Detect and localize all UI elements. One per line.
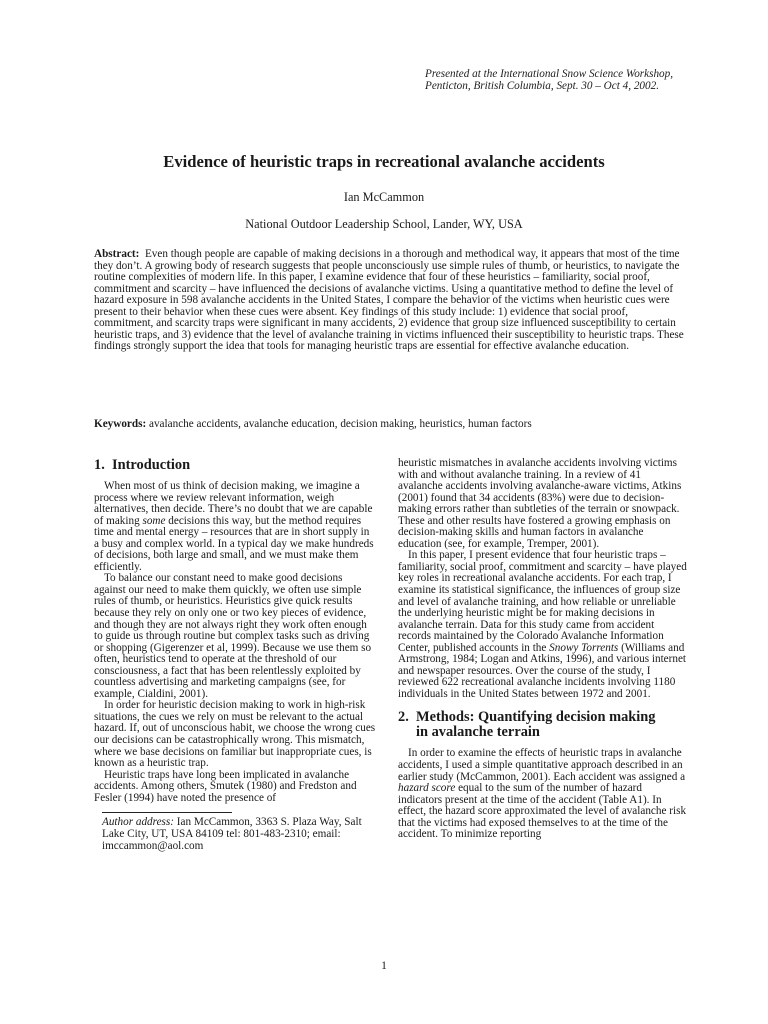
- footnote-text: Ian McCammon, 3363 S. Plaza Way, Salt Lake City, UT, USA 84109 tel: 801-483-2310; email: imccammon@aol.com: [102, 816, 362, 852]
- methods-paragraph-1: [398, 748, 688, 840]
- intro-paper-paragraph: [398, 550, 688, 700]
- text-run: equal to the sum of the number of hazard indicators present at the time of the accident (Table A1). In effect, the hazard score approximated the level of avalanche risk that the victims had exposed themselves to at the time of the accident. To minimize reporting: [398, 782, 687, 841]
- intro-paragraph-1: [94, 481, 376, 573]
- text-run: In this paper, I present evidence that four heuristic traps – familiarity, social proof, commitment and scarcity – have played key roles in recreational avalanche accidents. For each trap, I examine its statistical significance, the influences of group size and level of avalanche training, and how reliable or unreliable the underlying heuristic might be for making decisions in avalanche terrain. Data for this study came from accident records maintained by the Colorado Avalanche Information Center, published accounts in the: [398, 549, 687, 654]
- paper-title: Evidence of heuristic traps in recreational avalanche accidents: [163, 152, 605, 171]
- intro-paragraph-2: To balance our constant need to make good decisions against our need to make them quickly, we often use simple rules of thumb, or heuristics. Heuristics give quick results because they rely on only one or two key pieces of evidence, and though they are not always right they work often enough to guide us through routine but complex tasks such as driving or shopping (Gigerenzer et al, 1999). Because we use them so often, heuristics tend to operate at the threshold of our consciousness, a fact that has been relentlessly exploited by countless advertising and marketing campaigns (see, for example, Cialdini, 2001).: [94, 572, 372, 700]
- intro-paragraph-3: In order for heuristic decision making to work in high-risk situations, the cues we rely on must be relevant to the actual hazard. If, out of unconscious habit, we choose the wrong cues our decisions can be catastrophically wrong. This mismatch, where we base decisions on familiar but inappropriate cues, is known as a heuristic trap.: [94, 699, 376, 770]
- intro-paragraph-4: Heuristic traps have long been implicated in avalanche accidents. Among others, Smutek (1980) and Fredston and Fesler (1994) have noted the presence of: [94, 768, 357, 804]
- footnote-label: Author address:: [102, 816, 174, 829]
- conference-line-2: Penticton, British Columbia, Sept. 30 – Oct 4, 2002.: [425, 80, 659, 92]
- emphasis: Snowy Torrents: [549, 641, 619, 654]
- emphasis: some: [142, 514, 166, 527]
- author-address-footnote: [94, 817, 376, 852]
- section-methods-heading: [398, 710, 688, 740]
- conference-line-1: Presented at the International Snow Science Workshop,: [425, 68, 674, 80]
- author-name: Ian McCammon: [343, 190, 425, 204]
- keywords-text: avalanche accidents, avalanche education, decision making, heuristics, human factors: [149, 418, 532, 430]
- section-title-line-2: in avalanche terrain: [416, 724, 540, 741]
- intro-continued-paragraph: heuristic mismatches in avalanche accidents involving victims with and without avalanche training. In a review of 41 avalanche accidents involving avalanche-aware victims, Atkins (2001) found that 34 accidents (83%) were due to decision-making errors rather than subtleties of the terrain or snowpack. These and other results have fostered a growing emphasis on decision-making skills and human factors in avalanche education (see, for example, Tremper, 2001).: [398, 457, 682, 550]
- text-run: (Williams and Armstrong, 1984; Logan and Atkins, 1996), and various internet and newspaper resources. Over the course of the study, I reviewed 622 recreational avalanche incidents involving 1180 individuals in the United States between 1972 and 2001.: [398, 641, 687, 700]
- keywords: [94, 418, 684, 430]
- abstract-label: Abstract:: [94, 248, 140, 260]
- text-run: In order to examine the effects of heuristic traps in avalanche accidents, I used a simple quantitative approach described in an earlier study (McCammon, 2001). Each accident was assigned a: [398, 747, 686, 783]
- abstract: [94, 249, 684, 353]
- conference-note: [425, 68, 725, 92]
- page-number: 1: [381, 960, 387, 972]
- footnote-divider: [102, 812, 232, 813]
- left-column: [94, 458, 376, 852]
- author-affiliation: National Outdoor Leadership School, Lander, WY, USA: [245, 217, 523, 231]
- section-number: 2.: [398, 709, 409, 726]
- emphasis: hazard score: [398, 782, 456, 795]
- section-title-line-1: Methods: Quantifying decision making: [416, 709, 656, 726]
- text-run: decisions this way, but the method requires time and mental energy – resources that are in short supply in a busy and complex world. In a typical day we make hundreds of decisions, both large and small, and we must make them efficiently.: [94, 514, 374, 573]
- keywords-label: Keywords:: [94, 418, 147, 430]
- section-number: 1.: [94, 457, 105, 473]
- abstract-text: Even though people are capable of making decisions in a thorough and methodical way, it appears that most of the time they don’t. A growing body of research suggests that people unconsciously use simple rules of thumb, or heuristics, to navigate the routine complexities of modern life. In this paper, I examine evidence that four of these heuristics – familiarity, social proof, commitment and scarcity – have influenced the decisions of avalanche victims. Using a quantitative method to define the level of hazard exposure in 598 avalanche accidents in the United States, I compare the behavior of the victims when heuristic cues were present to their behavior when these cues were absent. Key findings of this study include: 1) evidence that social proof, commitment, and scarcity traps were significant in many accidents, 2) evidence that group size influenced susceptibility to certain heuristic traps, and 3) evidence that the level of avalanche training in victims influenced their susceptibility to heuristic traps. These findings strongly support the idea that tools for managing heuristic traps are essential for effective avalanche education.: [94, 248, 684, 352]
- text-run: When most of us think of decision making, we imagine a process where we review relevant information, weigh alternatives, then decide. There’s no doubt that we are capable of making: [94, 480, 373, 527]
- section-introduction-heading: [94, 458, 376, 473]
- section-title: Introduction: [112, 457, 191, 473]
- right-column: [398, 458, 688, 841]
